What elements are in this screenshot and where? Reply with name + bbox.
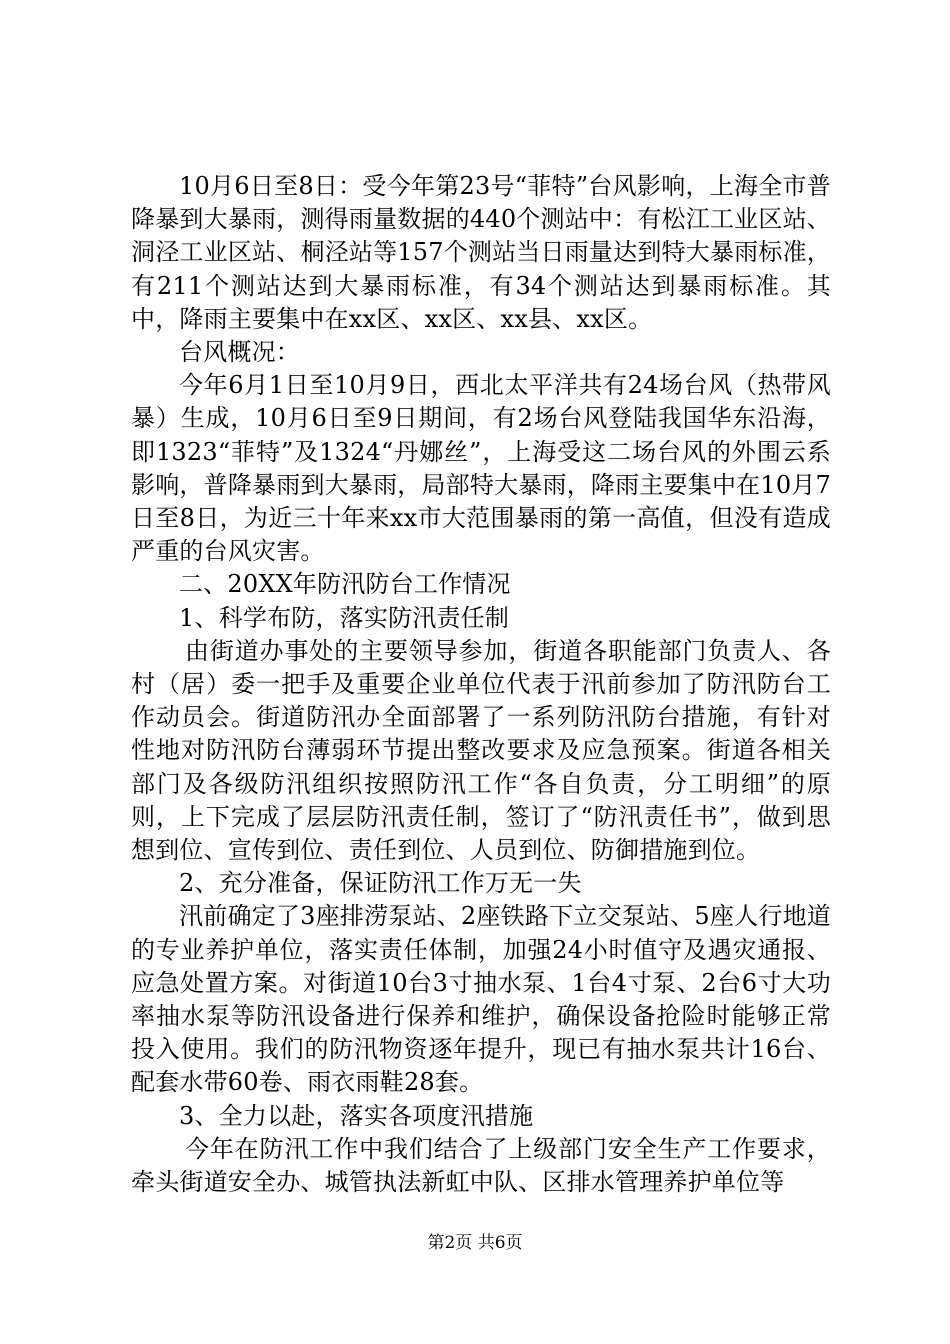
heading-typhoon-overview: 台风概况： bbox=[179, 338, 300, 367]
heading-item-three: 3、全力以赴，落实各项度汛措施 bbox=[179, 1101, 534, 1130]
paragraph-typhoon-overview: 今年6月1日至10月9日，西北太平洋共有24场台风（热带风暴）生成，10月6日至9日期间，有2场台风登陆我国华东沿海，即1323“菲特”及1324“丹娜丝”，上海受这二场台风的外围云系影响，普降暴雨到大暴雨，局部特大暴雨，降雨主要集中在10月7日至8日，为近三十年来xx市大范围暴雨的第一高值，但没有造成严重的台风灾害。 bbox=[131, 371, 831, 566]
heading-item-one: 1、科学布防，落实防汛责任制 bbox=[179, 603, 510, 632]
paragraph-item-three: 今年在防汛工作中我们结合了上级部门安全生产工作要求，牵头街道安全办、城管执法新虹中队、区排水管理养护单位等 bbox=[131, 1134, 831, 1197]
paragraph-typhoon-rainfall: 10月6日至8日：受今年第23号“菲特”台风影响，上海全市普降暴到大暴雨，测得雨量数据的440个测站中：有松江工业区站、洞泾工业区站、桐泾站等157个测站当日雨量达到特大暴雨标准，有211个测站达到大暴雨标准，有34个测站达到暴雨标准。其中，降雨主要集中在xx区、xx区、xx县、xx区。 bbox=[131, 172, 831, 333]
paragraph-item-two: 汛前确定了3座排涝泵站、2座铁路下立交泵站、5座人行地道的专业养护单位，落实责任体制，加强24小时值守及遇灾通报、应急处置方案。对街道10台3寸抽水泵、1台4寸泵、2台6寸大功率抽水泵等防汛设备进行保养和维护，确保设备抢险时能够正常投入使用。我们的防汛物资逐年提升，现已有抽水泵共计16台、配套水带60卷、雨衣雨鞋28套。 bbox=[131, 902, 831, 1097]
document-body bbox=[131, 170, 831, 1199]
heading-item-two: 2、充分准备，保证防汛工作万无一失 bbox=[179, 869, 582, 898]
paragraph-item-one: 由街道办事处的主要领导参加，街道各职能部门负责人、各村（居）委一把手及重要企业单位代表于汛前参加了防汛防台工作动员会。街道防汛办全面部署了一系列防汛防台措施，有针对性地对防汛防台薄弱环节提出整改要求及应急预案。街道各相关部门及各级防汛组织按照防汛工作“各自负责，分工明细”的原则，上下完成了层层防汛责任制，签订了“防汛责任书”，做到思想到位、宣传到位、责任到位、人员到位、防御措施到位。 bbox=[131, 636, 831, 865]
heading-section-two: 二、20XX年防汛防台工作情况 bbox=[179, 570, 511, 599]
page-footer: 第2页 共6页 bbox=[427, 1233, 523, 1253]
